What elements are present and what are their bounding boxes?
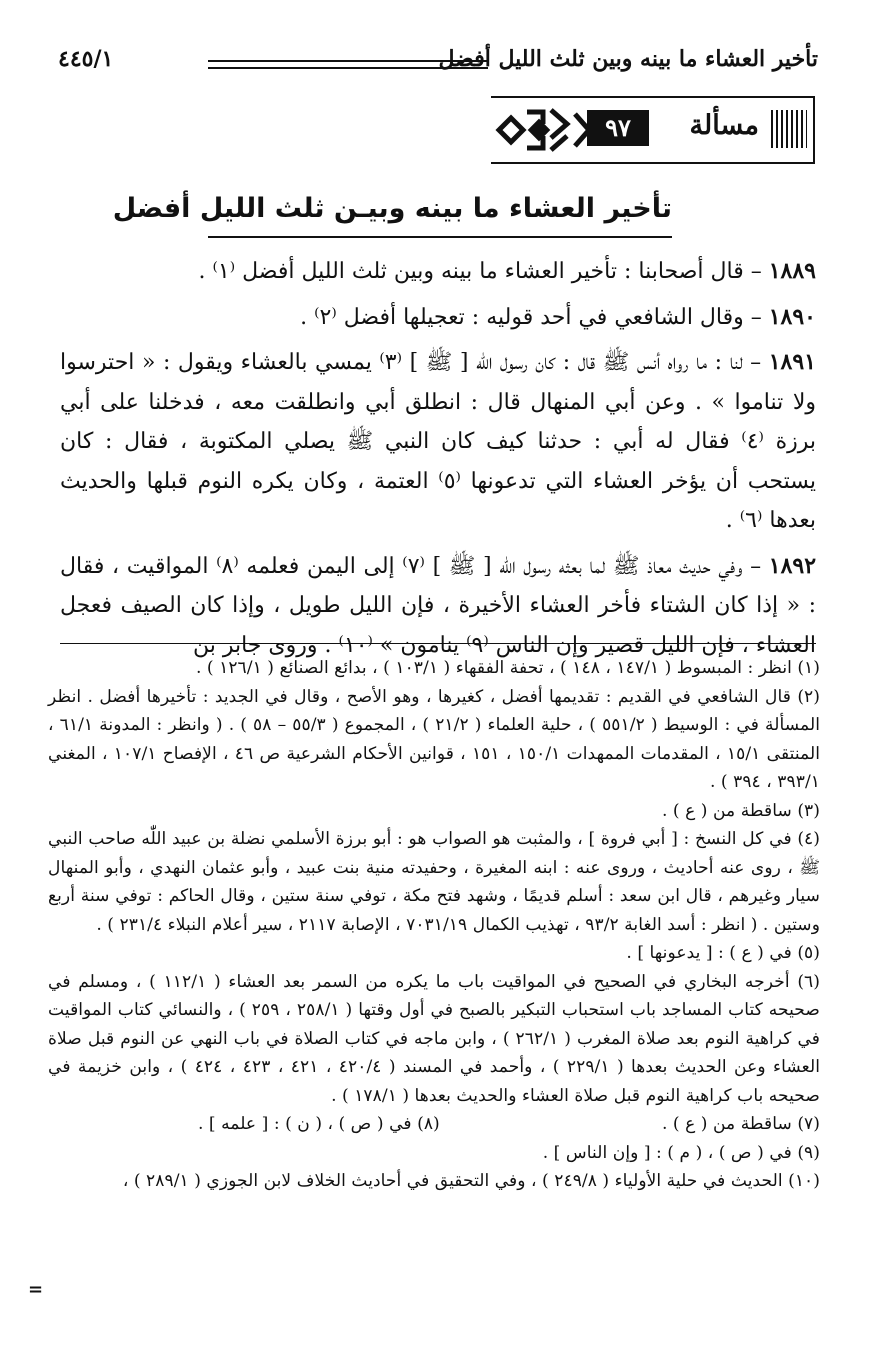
running-title: تأخير العشاء ما بينه وبين ثلث الليل أفضل	[438, 46, 818, 72]
footnote-6: (٦) أخرجه البخاري في الصحيح في المواقيت باب ما يكره من السمر بعد العشاء ( ١١٢/١ ) ، ومسلم في صحيحه كتاب المساجد باب استحباب التبكير بالصبح في أول وقتها ( ٢٥٨/١ ، ٢٥٩ ) ، والنسائي كتاب المواقيت في كراهية النوم بعد صلاة المغرب ( ٢٦٢/١ ) ، وابن ماجه في كتاب الصلاة في باب النهي عن النوم قبل صلاة العشاء وعن الحديث بعدها ( ٢٢٩/١ ) ، وأحمد في المسند ( ٤٢٠/٤ ، ٤٢١ ، ٤٢٣ ، ٤٢٤ ) ، وابن خزيمة في صحيحه باب كراهية النوم قبل صلاة العشاء والحديث بعدها ( ١٧٨/١ ) .	[48, 971, 820, 1106]
paragraph-1890	[60, 298, 816, 338]
paragraph-number: ١٨٩٢	[768, 552, 817, 579]
paragraph-text: – قال أصحابنا : تأخير العشاء ما بينه وبين ثلث الليل أفضل ⁽١⁾ .	[198, 259, 769, 284]
footnote-row-7-8	[48, 1110, 820, 1139]
paragraph-1891	[60, 343, 816, 541]
footnote-2: (٢) قال الشافعي في القديم : تقديمها أفضل ، كغيرها ، وهو الأصح ، وقال في الجديد : تأخيرها أفضل . انظر المسألة في : الوسيط ( ٥٥١/٢ ) ، حلية العلماء ( ٢١/٢ ) ، المجموع ( ٥٥/٣ – ٥٨ ) . ( وانظر : المدونة ٦١/١ ، المنتقى ١٥/١ ، المقدمات الممهدات ١٥٠/١ ، ١٥١ ، قوانين الأحكام الشرعية ص ٤٦ ، الإفصاح ١٠٧/١ ، المغني ٣٩٣/١ ، ٣٩٤ ) .	[48, 686, 820, 792]
page-number: ٤٤٥/١	[58, 46, 114, 72]
footnote-9: (٩) في ( ص ) ، ( م ) : [ وإن الناس ] .	[542, 1142, 820, 1163]
footnote-10: (١٠) الحديث في حلية الأولياء ( ٢٤٩/٨ ) ، وفي التحقيق في أحاديث الخلاف لابن الجوزي ( ٢٨٩/١ ) ،	[122, 1171, 820, 1191]
paragraph-number: ١٨٨٩	[768, 258, 816, 284]
paragraph-number: ١٨٩١	[768, 349, 816, 375]
footnote-5: (٥) في ( ع ) : [ يدعونها ] .	[626, 943, 820, 963]
footnote-3: (٣) ساقطة من ( ع ) .	[661, 800, 820, 821]
main-text	[60, 252, 816, 671]
footnote-8: (٨) في ( ص ) ، ( ن ) : [ علمه ] .	[198, 1114, 440, 1134]
paragraph-1892	[60, 547, 816, 666]
masala-label: مسألة	[689, 110, 759, 141]
footnotes	[48, 654, 820, 1196]
chapter-title: تأخير العشاء ما بينه وبيـن ثلث الليل أفضل	[112, 193, 672, 224]
paragraph-text: – لنا : ما رواه أنس ﷺ قال : كان رسول اللّٰه [ ﷺ ] ⁽٣⁾ يمسي بالعشاء ويقول : « احترسوا ولا تناموا » . وعن أبي المنهال قال : انطلق أبي وانطلقت معه ، فدخلنا على أبي برزة ⁽٤⁾ فقال له أبي : حدثنا كيف كان النبي ﷺ يصلي المكتوبة ، فقال : كان يستحب أن يؤخر العشاء التي تدعونها ⁽٥⁾ العتمة ، وكان يكره النوم قبلها والحديث بعدها ⁽٦⁾ .	[60, 350, 816, 533]
paragraph-1889	[60, 252, 816, 292]
footnote-separator	[60, 643, 816, 644]
continuation-mark: =	[28, 1279, 44, 1300]
footnote-4: (٤) في كل النسخ : [ أبي فروة ] ، والمثبت هو الصواب هو : أبو برزة الأسلمي نضلة بن عبيد اللّٰه صاحب النبي ﷺ ، روى عنه أحاديث ، وروى عنه : ابنه المغيرة ، وحفيدته منية بنت عبيد ، وأبو عثمان النهدي ، وأبو المنهال سيار وغيرهم ، قال ابن سعد : أسلم قديمًا ، وشهد فتح مكة ، توفي سنة ستين ، وقال الحاكم : توفي سنة أربع وستين . ( انظر : أسد الغابة ٩٣/٢ ، تهذيب الكمال ٧٠٣١/١٩ ، الإصابة ٢١١٧ ، سير أعلام النبلاء ٢٣١/٤ ) .	[48, 829, 820, 935]
paragraph-text: – وقال الشافعي في أحد قوليه : تعجيلها أفضل ⁽٢⁾ .	[300, 304, 769, 330]
banner-stripes-ornament	[771, 110, 807, 148]
footnote-1: (١) انظر : المبسوط ( ١٤٧/١ ، ١٤٨ ) ، تحفة الفقهاء ( ١٠٣/١ ) ، بدائع الصنائع ( ١٢٦/١ ) .	[195, 658, 820, 678]
header-double-rule	[208, 60, 488, 69]
geometric-ornament-icon	[491, 104, 611, 156]
running-header	[58, 42, 818, 82]
masala-banner	[491, 96, 815, 164]
footnote-7: (٧) ساقطة من ( ع ) .	[661, 1114, 820, 1134]
paragraph-text: – وفي حديث معاذ ﷺ لما بعثه رسول اللّٰه [ ﷺ ] ⁽٧⁾ إلى اليمن فعلمه ⁽٨⁾ المواقيت ، فقال : « إذا كان الشتاء فأخر العشاء الأخيرة ، فإن الليل طويل ، وإذا كان الصيف فعجل العشاء ، فإن الليل قصير وإن الناس ⁽٩⁾ ينامون » ⁽١٠⁾ . وروى جابر بن	[60, 553, 816, 658]
paragraph-number: ١٨٩٠	[768, 303, 816, 330]
title-underline	[208, 236, 672, 238]
masala-number-badge: ٩٧	[587, 110, 649, 146]
